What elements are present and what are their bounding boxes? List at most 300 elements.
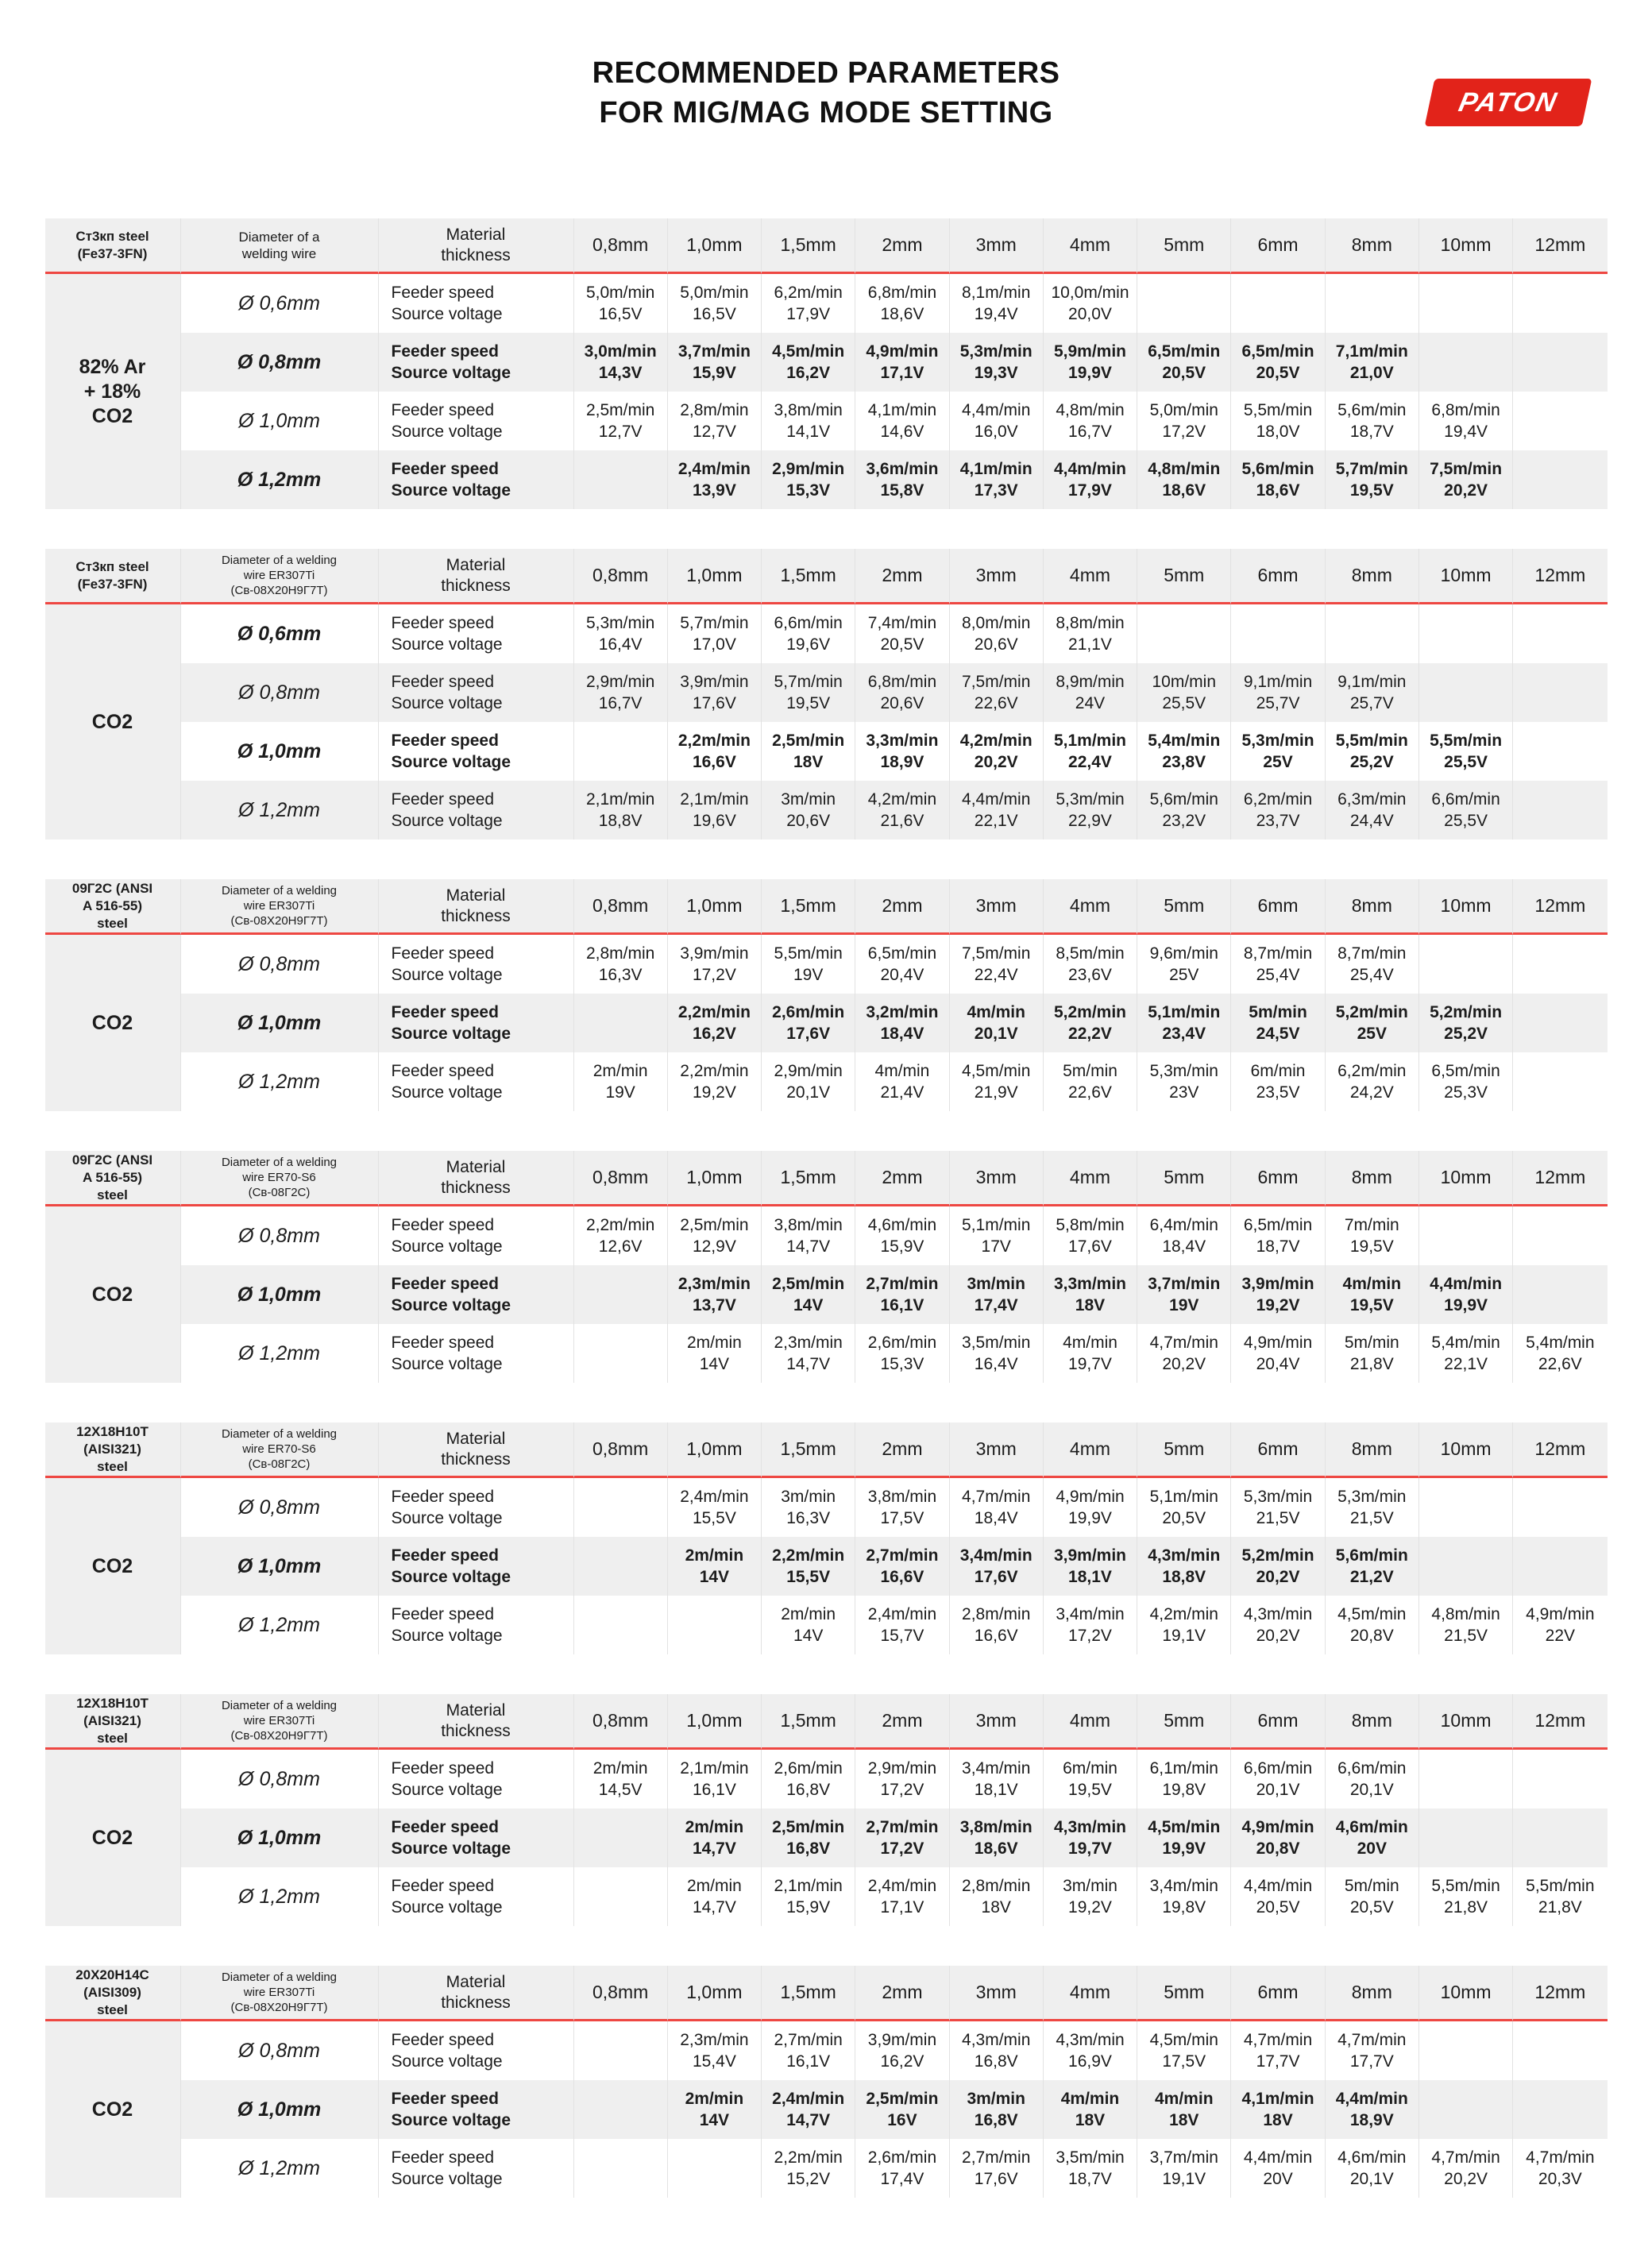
text-line: 4m/min bbox=[1155, 2090, 1214, 2109]
value-cell bbox=[950, 1265, 1044, 1324]
text-line: 5,2m/min bbox=[1053, 1003, 1127, 1022]
text-line: 25V bbox=[1263, 753, 1293, 772]
text-line: Source voltage bbox=[391, 694, 503, 713]
text-line: 6,6m/min bbox=[774, 614, 843, 633]
row-label-cell bbox=[379, 935, 574, 994]
text-line: Source voltage bbox=[391, 1898, 503, 1917]
text-line: (Св-08Г2С) bbox=[248, 1186, 311, 1200]
text-line: 2,6m/min bbox=[867, 2148, 937, 2167]
text-line: Ø 0,8mm bbox=[238, 1767, 320, 1790]
value-cell bbox=[1044, 1596, 1137, 1654]
text-line: 16,7V bbox=[598, 694, 643, 713]
text-line: 17,2V bbox=[1068, 1627, 1112, 1646]
text-line: 25,2V bbox=[1444, 1025, 1488, 1044]
text-line: 2,2m/min bbox=[677, 1003, 751, 1022]
value-cell bbox=[1326, 2139, 1419, 2198]
thickness-header-cell bbox=[950, 1151, 1044, 1206]
text-line: 16,1V bbox=[692, 1781, 736, 1800]
value-cell bbox=[855, 1867, 949, 1926]
parameters-grid bbox=[45, 1422, 1608, 1654]
value-cell bbox=[1326, 663, 1419, 722]
text-line: 25,4V bbox=[1349, 966, 1394, 985]
empty-cell bbox=[1231, 604, 1325, 663]
empty-cell bbox=[1513, 2080, 1607, 2139]
text-line: 17,6V bbox=[786, 1025, 831, 1044]
text-line: 18,4V bbox=[974, 1509, 1018, 1528]
text-line: 15,4V bbox=[692, 2052, 736, 2071]
text-line: 22,2V bbox=[1068, 1025, 1112, 1044]
thickness-header-cell bbox=[762, 549, 855, 604]
text-line: wire ER70-S6 bbox=[242, 1442, 316, 1457]
text-line: 2,1m/min bbox=[680, 790, 749, 809]
text-line: 5mm bbox=[1164, 1710, 1205, 1731]
text-line: 6mm bbox=[1257, 1982, 1299, 2003]
text-line: 2,4m/min bbox=[867, 1605, 937, 1624]
thickness-header-cell bbox=[574, 879, 668, 935]
text-line: steel bbox=[97, 1187, 128, 1202]
empty-cell bbox=[1326, 274, 1419, 333]
value-cell bbox=[1044, 1478, 1137, 1537]
value-cell bbox=[1326, 1206, 1419, 1265]
text-line: 5,6m/min bbox=[1335, 1546, 1408, 1565]
value-cell bbox=[855, 2139, 949, 2198]
text-line: Feeder speed bbox=[391, 1877, 495, 1896]
text-line: 16,7V bbox=[1068, 423, 1112, 442]
value-cell bbox=[1044, 604, 1137, 663]
material-header-cell bbox=[379, 879, 574, 935]
text-line: 5,8m/min bbox=[1056, 1216, 1125, 1235]
text-line: 15,5V bbox=[692, 1509, 736, 1528]
text-line: 3m/min bbox=[967, 2090, 1025, 2109]
text-line: 20,3V bbox=[1538, 2170, 1582, 2189]
value-cell bbox=[1419, 1052, 1513, 1111]
value-cell bbox=[1419, 1324, 1513, 1383]
value-cell bbox=[762, 994, 855, 1052]
value-cell bbox=[1137, 781, 1231, 840]
text-line: 4mm bbox=[1069, 1982, 1111, 2003]
text-line: 20,1V bbox=[786, 1083, 831, 1102]
diameter-cell bbox=[181, 1052, 379, 1111]
text-line: 22,4V bbox=[1068, 753, 1112, 772]
empty-cell bbox=[1419, 2021, 1513, 2080]
value-cell bbox=[950, 935, 1044, 994]
text-line: 6mm bbox=[1257, 1438, 1299, 1460]
thickness-header-cell bbox=[1419, 1694, 1513, 1750]
text-line: 16,2V bbox=[786, 364, 831, 383]
value-cell bbox=[762, 1324, 855, 1383]
empty-cell bbox=[574, 1867, 668, 1926]
thickness-header-cell bbox=[1231, 1966, 1325, 2021]
value-cell bbox=[1231, 1265, 1325, 1324]
text-line: 6m/min bbox=[1250, 1062, 1306, 1081]
text-line: 4mm bbox=[1069, 565, 1111, 586]
tables-container bbox=[45, 218, 1608, 2198]
text-line: 3m/min bbox=[967, 1275, 1025, 1294]
text-line: 3,6m/min bbox=[866, 460, 939, 479]
empty-cell bbox=[1419, 2080, 1513, 2139]
text-line: Ø 1,0mm bbox=[237, 1554, 322, 1577]
text-line: 2,7m/min bbox=[774, 2031, 843, 2050]
text-line: 5,1m/min bbox=[1149, 1488, 1218, 1507]
thickness-header-cell bbox=[1044, 1966, 1137, 2021]
text-line: Diameter of a welding bbox=[221, 1156, 338, 1170]
value-cell bbox=[855, 722, 949, 781]
value-cell bbox=[668, 604, 762, 663]
text-line: 15,7V bbox=[880, 1627, 924, 1646]
text-line: 21,8V bbox=[1538, 1898, 1582, 1917]
text-line: (AISI321) bbox=[83, 1441, 141, 1457]
value-cell bbox=[1044, 1750, 1137, 1808]
text-line: 4,9m/min bbox=[1241, 1818, 1314, 1837]
text-line: 17,1V bbox=[880, 1898, 924, 1917]
text-line: 2,4m/min bbox=[867, 1877, 937, 1896]
value-cell bbox=[1326, 722, 1419, 781]
text-line: 2,9m/min bbox=[867, 1759, 937, 1778]
text-line: 1,0mm bbox=[686, 1167, 743, 1188]
empty-cell bbox=[1513, 2021, 1607, 2080]
value-cell bbox=[1231, 722, 1325, 781]
value-cell bbox=[1137, 1867, 1231, 1926]
text-line: 2,3m/min bbox=[677, 1275, 751, 1294]
thickness-header-cell bbox=[1326, 879, 1419, 935]
thickness-header-cell bbox=[668, 1422, 762, 1478]
text-line: 20,8V bbox=[1256, 1839, 1300, 1859]
value-cell bbox=[762, 722, 855, 781]
value-cell bbox=[668, 1265, 762, 1324]
empty-cell bbox=[574, 722, 668, 781]
text-line: 4,4m/min bbox=[1430, 1275, 1503, 1294]
text-line: 12,9V bbox=[692, 1237, 736, 1256]
text-line: 5,1m/min bbox=[962, 1216, 1031, 1235]
thickness-header-cell bbox=[855, 879, 949, 935]
text-line: Feeder speed bbox=[391, 2090, 499, 2109]
value-cell bbox=[1044, 1206, 1137, 1265]
value-cell bbox=[950, 1750, 1044, 1808]
empty-cell bbox=[1419, 663, 1513, 722]
text-line: 5,5m/min bbox=[1243, 401, 1313, 420]
text-line: Feeder speed bbox=[391, 1759, 495, 1778]
text-line: 4mm bbox=[1069, 1710, 1111, 1731]
empty-cell bbox=[1137, 604, 1231, 663]
text-line: 4,7m/min bbox=[962, 1488, 1031, 1507]
text-line: 4m/min bbox=[1063, 1334, 1117, 1353]
material-header-cell bbox=[379, 218, 574, 274]
empty-cell bbox=[1513, 781, 1607, 840]
text-line: 3mm bbox=[975, 895, 1017, 917]
text-line: 0,8mm bbox=[592, 1982, 649, 2003]
wire-header-cell bbox=[181, 549, 379, 604]
text-line: 18,6V bbox=[974, 1839, 1018, 1859]
thickness-header-cell bbox=[1137, 549, 1231, 604]
thickness-header-cell bbox=[855, 1151, 949, 1206]
text-line: 3,7m/min bbox=[1149, 2148, 1218, 2167]
text-line: 17,9V bbox=[1068, 481, 1112, 500]
value-cell bbox=[1419, 994, 1513, 1052]
diameter-cell bbox=[181, 1478, 379, 1537]
text-line: 18,6V bbox=[880, 305, 924, 324]
text-line: 10m/min bbox=[1152, 673, 1217, 692]
value-cell bbox=[855, 274, 949, 333]
value-cell bbox=[1044, 2139, 1137, 2198]
text-line: 2,4m/min bbox=[772, 2090, 845, 2109]
thickness-header-cell bbox=[762, 1422, 855, 1478]
text-line: 4,3m/min bbox=[1243, 1605, 1313, 1624]
thickness-header-cell bbox=[1137, 218, 1231, 274]
diameter-cell bbox=[181, 1808, 379, 1867]
text-line: (Св-08Х20Н9Г7Т) bbox=[230, 914, 328, 928]
value-cell bbox=[1137, 1052, 1231, 1111]
gas-cell bbox=[45, 274, 181, 509]
text-line: 1,0mm bbox=[686, 1438, 743, 1460]
thickness-header-cell bbox=[950, 1694, 1044, 1750]
steel-header-cell bbox=[45, 1422, 181, 1478]
text-line: Feeder speed bbox=[391, 1488, 495, 1507]
text-line: 9,6m/min bbox=[1149, 944, 1218, 963]
thickness-header-cell bbox=[1419, 218, 1513, 274]
text-line: 19,2V bbox=[692, 1083, 736, 1102]
thickness-header-cell bbox=[1326, 218, 1419, 274]
text-line: 2,9m/min bbox=[774, 1062, 843, 1081]
text-line: 20,1V bbox=[1349, 2170, 1394, 2189]
value-cell bbox=[1044, 274, 1137, 333]
value-cell bbox=[950, 392, 1044, 450]
text-line: 12Х18Н10Т bbox=[76, 1423, 149, 1439]
thickness-header-cell bbox=[1231, 218, 1325, 274]
value-cell bbox=[855, 1537, 949, 1596]
text-line: Feeder speed bbox=[391, 1003, 499, 1022]
value-cell bbox=[574, 1052, 668, 1111]
text-line: 19,4V bbox=[1444, 423, 1488, 442]
text-line: 5,2m/min bbox=[1335, 1003, 1408, 1022]
steel-header-cell bbox=[45, 1966, 181, 2021]
text-line: 17,3V bbox=[974, 481, 1018, 500]
text-line: Source voltage bbox=[391, 2111, 511, 2130]
thickness-header-cell bbox=[574, 1151, 668, 1206]
diameter-cell bbox=[181, 935, 379, 994]
text-line: 3,4m/min bbox=[959, 1546, 1032, 1565]
text-line: 1,5mm bbox=[780, 234, 836, 256]
value-cell bbox=[1326, 392, 1419, 450]
text-line: Material bbox=[446, 555, 506, 574]
text-line: Diameter of a bbox=[238, 229, 320, 245]
text-line: 19,3V bbox=[974, 364, 1018, 383]
text-line: Diameter of a welding bbox=[221, 1699, 338, 1713]
text-line: Feeder speed bbox=[391, 1605, 495, 1624]
value-cell bbox=[950, 1808, 1044, 1867]
empty-cell bbox=[668, 2139, 762, 2198]
parameters-table bbox=[45, 1422, 1608, 1654]
text-line: 5mm bbox=[1164, 1438, 1205, 1460]
text-line: 12mm bbox=[1534, 565, 1586, 586]
empty-cell bbox=[1513, 333, 1607, 392]
text-line: 25,5V bbox=[1162, 694, 1206, 713]
text-line: 20,6V bbox=[786, 812, 831, 831]
value-cell bbox=[950, 1324, 1044, 1383]
text-line: 19,2V bbox=[1256, 1296, 1300, 1315]
text-line: 10mm bbox=[1440, 1167, 1492, 1188]
text-line: 16,8V bbox=[974, 2052, 1018, 2071]
text-line: 19,5V bbox=[1349, 481, 1394, 500]
text-line: 5,5m/min bbox=[1335, 731, 1408, 751]
text-line: 1,5mm bbox=[780, 1438, 836, 1460]
value-cell bbox=[855, 781, 949, 840]
empty-cell bbox=[574, 1265, 668, 1324]
text-line: 2mm bbox=[882, 565, 923, 586]
text-line: 6mm bbox=[1257, 895, 1299, 917]
text-line: (Fe37-3FN) bbox=[77, 245, 148, 261]
text-line: 10mm bbox=[1440, 1438, 1492, 1460]
thickness-header-cell bbox=[950, 218, 1044, 274]
text-line: Ø 1,2mm bbox=[238, 1613, 320, 1636]
text-line: Source voltage bbox=[391, 305, 503, 324]
text-line: 20V bbox=[1263, 2170, 1293, 2189]
text-line: 5,3m/min bbox=[1241, 731, 1314, 751]
value-cell bbox=[762, 663, 855, 722]
text-line: 19,5V bbox=[1349, 1296, 1394, 1315]
text-line: 6mm bbox=[1257, 234, 1299, 256]
text-line: 24,4V bbox=[1349, 812, 1394, 831]
text-line: (Св-08Х20Н9Г7Т) bbox=[230, 584, 328, 598]
value-cell bbox=[762, 935, 855, 994]
text-line: 2,8m/min bbox=[962, 1605, 1031, 1624]
text-line: 4,6m/min bbox=[1337, 2148, 1407, 2167]
value-cell bbox=[574, 1750, 668, 1808]
value-cell bbox=[574, 604, 668, 663]
text-line: 2mm bbox=[882, 1710, 923, 1731]
material-header-cell bbox=[379, 1422, 574, 1478]
value-cell bbox=[574, 274, 668, 333]
steel-header-cell bbox=[45, 549, 181, 604]
diameter-cell bbox=[181, 722, 379, 781]
row-label-cell bbox=[379, 1596, 574, 1654]
value-cell bbox=[950, 604, 1044, 663]
text-line: 14,5V bbox=[598, 1781, 643, 1800]
text-line: 5,6m/min bbox=[1149, 790, 1218, 809]
text-line: 6,2m/min bbox=[1337, 1062, 1407, 1081]
text-line: Feeder speed bbox=[391, 284, 495, 303]
text-line: 23V bbox=[1169, 1083, 1199, 1102]
value-cell bbox=[1326, 2021, 1419, 2080]
text-line: Source voltage bbox=[391, 1025, 511, 1044]
text-line: 4,5m/min bbox=[1149, 2031, 1218, 2050]
value-cell bbox=[668, 450, 762, 509]
text-line: 25V bbox=[1357, 1025, 1387, 1044]
text-line: 2,4m/min bbox=[680, 1488, 749, 1507]
thickness-header-cell bbox=[1044, 1151, 1137, 1206]
text-line: Feeder speed bbox=[391, 1216, 495, 1235]
text-line: 20,2V bbox=[974, 753, 1018, 772]
value-cell bbox=[762, 1537, 855, 1596]
empty-cell bbox=[1419, 1808, 1513, 1867]
thickness-header-cell bbox=[950, 879, 1044, 935]
text-line: 4,1m/min bbox=[959, 460, 1032, 479]
text-line: 4,7m/min bbox=[1431, 2148, 1500, 2167]
empty-cell bbox=[1513, 722, 1607, 781]
diameter-cell bbox=[181, 333, 379, 392]
text-line: 17,5V bbox=[880, 1509, 924, 1528]
thickness-header-cell bbox=[855, 218, 949, 274]
text-line: 16,4V bbox=[974, 1355, 1018, 1374]
value-cell bbox=[1044, 1867, 1137, 1926]
thickness-header-cell bbox=[668, 218, 762, 274]
page-header bbox=[0, 20, 1652, 218]
text-line: 25,7V bbox=[1256, 694, 1300, 713]
text-line: 15,3V bbox=[786, 481, 831, 500]
value-cell bbox=[855, 1265, 949, 1324]
value-cell bbox=[855, 333, 949, 392]
gas-cell bbox=[45, 1206, 181, 1383]
value-cell bbox=[762, 2139, 855, 2198]
text-line: 5,3m/min bbox=[1056, 790, 1125, 809]
text-line: 17,7V bbox=[1256, 2052, 1300, 2071]
text-line: (Св-08Г2С) bbox=[248, 1457, 311, 1472]
text-line: 16,4V bbox=[598, 635, 643, 654]
text-line: 2,9m/min bbox=[585, 673, 655, 692]
text-line: 4,6m/min bbox=[1335, 1818, 1408, 1837]
value-cell bbox=[1044, 392, 1137, 450]
text-line: wire ER70-S6 bbox=[242, 1171, 316, 1185]
value-cell bbox=[762, 450, 855, 509]
text-line: 17,2V bbox=[1162, 423, 1206, 442]
parameters-grid bbox=[45, 549, 1608, 840]
value-cell bbox=[1137, 450, 1231, 509]
text-line: 2m/min bbox=[685, 1546, 744, 1565]
text-line: 4,5m/min bbox=[1337, 1605, 1407, 1624]
text-line: 2mm bbox=[882, 1167, 923, 1188]
text-line: 22,6V bbox=[1538, 1355, 1582, 1374]
text-line: wire ER307Ti bbox=[243, 899, 315, 913]
text-line: Diameter of a welding bbox=[221, 1427, 338, 1442]
thickness-header-cell bbox=[1419, 879, 1513, 935]
text-line: thickness bbox=[441, 245, 511, 264]
text-line: 3,5m/min bbox=[962, 1334, 1031, 1353]
text-line: 25,4V bbox=[1256, 966, 1300, 985]
text-line: 5mm bbox=[1164, 234, 1205, 256]
value-cell bbox=[855, 1324, 949, 1383]
value-cell bbox=[1137, 1478, 1231, 1537]
empty-cell bbox=[1513, 450, 1607, 509]
empty-cell bbox=[1513, 604, 1607, 663]
text-line: 4mm bbox=[1069, 895, 1111, 917]
text-line: 22,4V bbox=[974, 966, 1018, 985]
text-line: 3mm bbox=[975, 565, 1017, 586]
diameter-cell bbox=[181, 274, 379, 333]
text-line: 20,5V bbox=[1162, 364, 1206, 383]
value-cell bbox=[1137, 1750, 1231, 1808]
thickness-header-cell bbox=[1231, 1694, 1325, 1750]
empty-cell bbox=[668, 1596, 762, 1654]
text-line: CO2 bbox=[91, 2098, 133, 2121]
text-line: 5,4m/min bbox=[1526, 1334, 1595, 1353]
text-line: 2m/min bbox=[685, 1818, 744, 1837]
empty-cell bbox=[1513, 1808, 1607, 1867]
text-line: 16,8V bbox=[786, 1839, 831, 1859]
value-cell bbox=[762, 1808, 855, 1867]
text-line: A 516-55) bbox=[83, 1169, 142, 1185]
text-line: 1,0mm bbox=[686, 234, 743, 256]
text-line: 4,3m/min bbox=[962, 2031, 1031, 2050]
row-label-cell bbox=[379, 781, 574, 840]
text-line: 10mm bbox=[1440, 234, 1492, 256]
thickness-header-cell bbox=[574, 1966, 668, 2021]
text-line: 5,7m/min bbox=[774, 673, 843, 692]
text-line: 9,1m/min bbox=[1337, 673, 1407, 692]
value-cell bbox=[950, 1596, 1044, 1654]
wire-header-cell bbox=[181, 218, 379, 274]
text-line: 19,9V bbox=[1162, 1839, 1206, 1859]
empty-cell bbox=[1419, 333, 1513, 392]
text-line: 19V bbox=[605, 1083, 635, 1102]
